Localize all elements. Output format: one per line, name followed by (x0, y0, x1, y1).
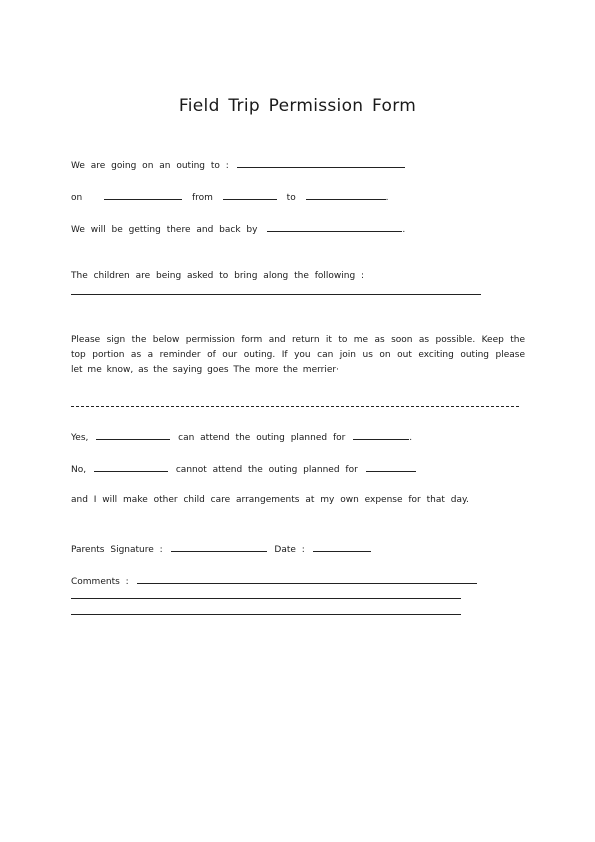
yes-outing-field[interactable] (353, 430, 409, 440)
signature-row (71, 542, 371, 556)
to-label: to (286, 193, 296, 203)
no-label: No, (71, 465, 87, 475)
comments-field[interactable] (137, 574, 477, 584)
yes-label: Yes, (71, 433, 89, 443)
on-label: on (71, 193, 83, 203)
no-outing-field[interactable] (366, 462, 416, 472)
parents-signature-label: Parents Signature : (71, 545, 163, 555)
no-child-name-field[interactable] (94, 462, 168, 472)
comments-label: Comments : (71, 577, 129, 587)
transport-field[interactable] (267, 222, 402, 232)
period-mark: . (385, 193, 389, 203)
period-mark: . (409, 433, 413, 443)
no-row (71, 462, 416, 476)
arrangements-text: and I will make other child care arrangements at my own expense for that day. (71, 495, 469, 505)
outing-destination-field[interactable] (237, 158, 405, 168)
outing-date-field[interactable] (104, 190, 182, 200)
yes-text: can attend the outing planned for (178, 433, 346, 443)
instructions-paragraph (71, 333, 525, 378)
comments-line[interactable] (71, 614, 461, 615)
tear-off-line (71, 406, 519, 407)
bring-along-field[interactable] (71, 294, 481, 295)
transport-row (71, 222, 405, 236)
date-label: Date : (274, 545, 305, 555)
outing-destination-row (71, 158, 405, 172)
start-time-field[interactable] (223, 190, 277, 200)
yes-row (71, 430, 412, 444)
instructions-line: let me know, as the saying goes The more the merrier· (71, 365, 339, 375)
instructions-line: Please sign the below permission form and return it to me as soon as possible. Keep the (71, 335, 525, 345)
period-mark: . (402, 225, 406, 235)
instructions-line: top portion as a reminder of our outing. If you can join us on out exciting outing please (71, 350, 525, 360)
comments-line[interactable] (71, 598, 461, 599)
transport-label: We will be getting there and back by (71, 225, 258, 235)
comments-row (71, 574, 477, 588)
parents-signature-field[interactable] (171, 542, 267, 552)
from-label: from (191, 193, 213, 203)
form-title: Field Trip Permission Form (178, 96, 417, 116)
end-time-field[interactable] (306, 190, 386, 200)
outing-destination-label: We are going on an outing to : (71, 161, 229, 171)
no-text: cannot attend the outing planned for (175, 465, 358, 475)
outing-dates-row (71, 190, 388, 204)
bring-along-label: The children are being asked to bring along the following : (71, 271, 365, 281)
date-field[interactable] (313, 542, 371, 552)
yes-child-name-field[interactable] (96, 430, 170, 440)
